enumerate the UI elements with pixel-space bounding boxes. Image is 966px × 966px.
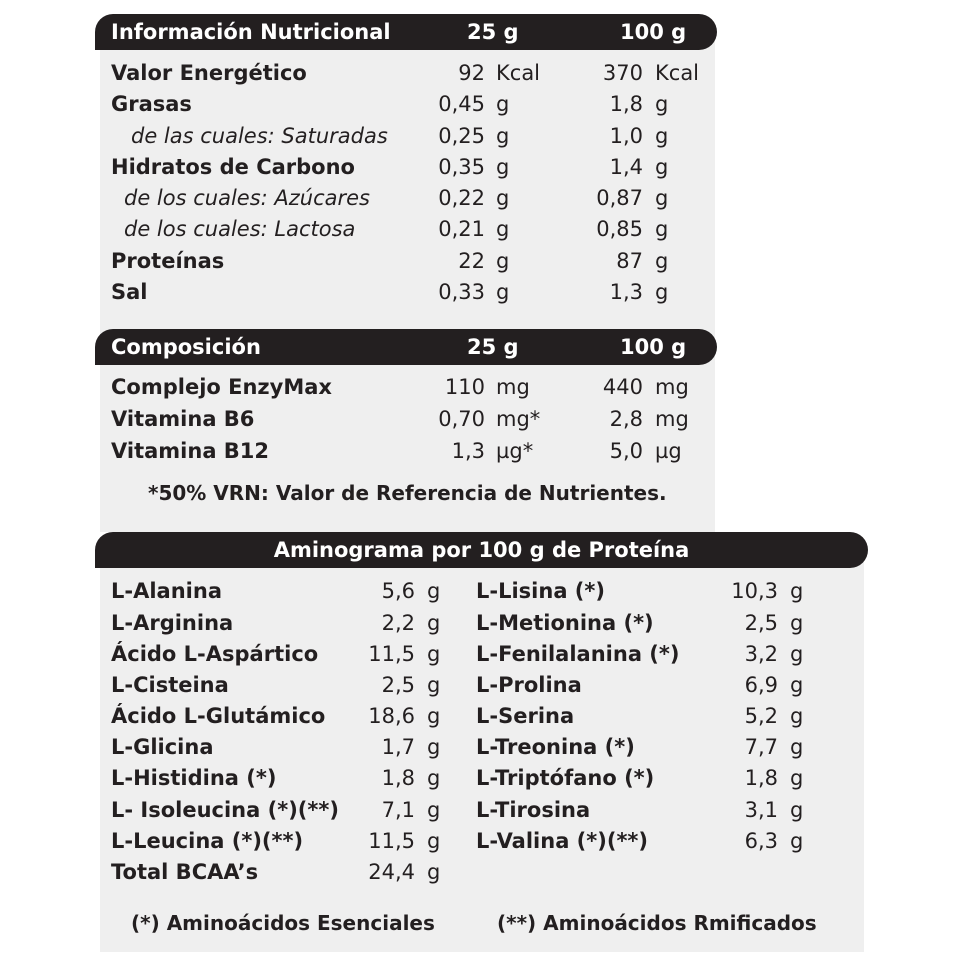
amino-value: 5,2 [744, 704, 778, 728]
amino-name: L-Triptófano (*) [476, 766, 655, 790]
amino-name: L-Arginina [111, 611, 234, 635]
component-value-100g: 5,0 [609, 439, 643, 463]
nutrient-value-100g: 1,3 [609, 280, 643, 304]
amino-name: L-Lisina (*) [476, 579, 605, 603]
vrn-footnote: *50% VRN: Valor de Referencia de Nutrientes. [148, 481, 667, 505]
amino-name: L-Valina (*)(**) [476, 829, 649, 853]
amino-value: 2,2 [381, 611, 415, 635]
table-row [0, 436, 966, 467]
amino-value: 3,1 [744, 798, 778, 822]
component-value-25g: 110 [444, 375, 485, 399]
nutrient-unit-25g: g [496, 92, 510, 116]
nutrient-value-100g: 1,4 [609, 155, 643, 179]
amino-value: 1,7 [381, 735, 415, 759]
amino-unit: g [427, 704, 441, 728]
table-row [0, 121, 966, 152]
amino-name: L-Fenilalanina (*) [476, 642, 680, 666]
nutrient-name: de los cuales: Azúcares [124, 186, 371, 210]
table-row [0, 404, 966, 435]
nutrient-unit-100g: g [655, 217, 669, 241]
amino-unit: g [427, 611, 441, 635]
amino-unit: g [427, 642, 441, 666]
composition-header-bar [95, 329, 717, 365]
amino-unit: g [790, 798, 804, 822]
list-item [0, 826, 860, 857]
component-value-25g: 0,70 [438, 407, 485, 431]
nutrient-name: Proteínas [111, 249, 225, 273]
amino-unit: g [427, 673, 441, 697]
nutrition-header-title: Información Nutricional [111, 20, 391, 44]
nutrient-value-100g: 0,87 [596, 186, 643, 210]
nutrient-value-100g: 370 [602, 61, 643, 85]
amino-value: 18,6 [368, 704, 415, 728]
nutrient-value-25g: 0,33 [438, 280, 485, 304]
table-row [0, 214, 966, 245]
amino-value: 7,1 [381, 798, 415, 822]
aminogram-header-title: Aminograma por 100 g de Proteína [273, 538, 690, 562]
table-row [0, 372, 966, 403]
amino-unit: g [427, 766, 441, 790]
composition-header-col1: 25 g [467, 335, 519, 359]
list-item [0, 763, 860, 794]
component-unit-25g: µg* [496, 439, 534, 463]
branched-amino-note: (**) Aminoácidos Rmificados [497, 911, 817, 935]
table-row [0, 277, 966, 308]
amino-unit: g [427, 798, 441, 822]
nutrient-value-25g: 0,35 [438, 155, 485, 179]
amino-name: L- Isoleucina (*)(**) [111, 798, 339, 822]
amino-value: 5,6 [381, 579, 415, 603]
nutrient-value-25g: 0,25 [438, 124, 485, 148]
list-item [0, 576, 860, 607]
amino-value: 3,2 [744, 642, 778, 666]
amino-value: 1,8 [381, 766, 415, 790]
component-unit-25g: mg* [496, 407, 541, 431]
amino-unit: g [790, 735, 804, 759]
amino-name: Total BCAA’s [111, 860, 259, 884]
amino-name: L-Histidina (*) [111, 766, 277, 790]
nutrient-value-25g: 22 [458, 249, 485, 273]
amino-unit: g [427, 860, 441, 884]
amino-value: 6,3 [744, 829, 778, 853]
amino-value: 24,4 [368, 860, 415, 884]
nutrient-value-100g: 87 [616, 249, 643, 273]
nutrient-name: de los cuales: Lactosa [124, 217, 356, 241]
amino-value: 6,9 [744, 673, 778, 697]
component-name: Complejo EnzyMax [111, 375, 332, 399]
nutrient-unit-100g: g [655, 280, 669, 304]
nutrient-unit-25g: Kcal [496, 61, 541, 85]
amino-name: L-Alanina [111, 579, 222, 603]
component-name: Vitamina B6 [111, 407, 255, 431]
nutrient-value-25g: 0,22 [438, 186, 485, 210]
list-item [0, 857, 460, 888]
amino-name: L-Metionina (*) [476, 611, 654, 635]
nutrient-value-100g: 0,85 [596, 217, 643, 241]
nutrient-value-100g: 1,0 [609, 124, 643, 148]
component-value-100g: 2,8 [609, 407, 643, 431]
list-item [0, 608, 860, 639]
nutrient-name: Valor Energético [111, 61, 307, 85]
component-name: Vitamina B12 [111, 439, 270, 463]
nutrient-value-25g: 92 [458, 61, 485, 85]
amino-value: 11,5 [368, 642, 415, 666]
amino-unit: g [427, 735, 441, 759]
table-row [0, 58, 966, 89]
amino-unit: g [790, 611, 804, 635]
nutrient-name: Hidratos de Carbono [111, 155, 355, 179]
component-value-25g: 1,3 [451, 439, 485, 463]
nutrient-name: Grasas [111, 92, 192, 116]
table-row [0, 183, 966, 214]
component-unit-100g: mg [655, 375, 689, 399]
nutrient-unit-25g: g [496, 217, 510, 241]
nutrient-name: Sal [111, 280, 148, 304]
nutrient-unit-100g: g [655, 124, 669, 148]
amino-name: L-Treonina (*) [476, 735, 635, 759]
list-item [0, 670, 860, 701]
nutrition-header-bar [95, 14, 717, 50]
nutrient-unit-100g: g [655, 92, 669, 116]
table-row [0, 89, 966, 120]
list-item [0, 732, 860, 763]
component-unit-100g: µg [655, 439, 682, 463]
nutrient-unit-25g: g [496, 186, 510, 210]
amino-unit: g [790, 579, 804, 603]
amino-value: 11,5 [368, 829, 415, 853]
amino-unit: g [790, 704, 804, 728]
nutrient-unit-100g: g [655, 155, 669, 179]
amino-name: L-Serina [476, 704, 575, 728]
component-unit-25g: mg [496, 375, 530, 399]
component-value-100g: 440 [602, 375, 643, 399]
composition-header-title: Composición [111, 335, 261, 359]
amino-unit: g [790, 642, 804, 666]
amino-unit: g [790, 829, 804, 853]
nutrition-header-col1: 25 g [467, 20, 519, 44]
amino-name: Ácido L-Glutámico [111, 704, 326, 728]
amino-value: 2,5 [744, 611, 778, 635]
amino-name: L-Cisteina [111, 673, 229, 697]
amino-unit: g [427, 829, 441, 853]
composition-header-col2: 100 g [620, 335, 687, 359]
amino-unit: g [790, 766, 804, 790]
list-item [0, 795, 860, 826]
aminogram-header-bar [95, 532, 868, 568]
nutrient-unit-100g: g [655, 249, 669, 273]
amino-unit: g [427, 579, 441, 603]
amino-unit: g [790, 673, 804, 697]
amino-name: L-Tirosina [476, 798, 591, 822]
nutrient-unit-25g: g [496, 280, 510, 304]
nutrient-value-25g: 0,45 [438, 92, 485, 116]
essential-amino-note: (*) Aminoácidos Esenciales [131, 911, 435, 935]
amino-value: 10,3 [731, 579, 778, 603]
nutrient-value-25g: 0,21 [438, 217, 485, 241]
nutrient-unit-25g: g [496, 249, 510, 273]
amino-name: L-Leucina (*)(**) [111, 829, 304, 853]
amino-value: 1,8 [744, 766, 778, 790]
amino-name: L-Glicina [111, 735, 214, 759]
amino-value: 7,7 [744, 735, 778, 759]
nutrition-header-col2: 100 g [620, 20, 687, 44]
nutrient-unit-25g: g [496, 155, 510, 179]
amino-name: L-Prolina [476, 673, 582, 697]
component-unit-100g: mg [655, 407, 689, 431]
table-row [0, 246, 966, 277]
nutrient-name: de las cuales: Saturadas [131, 124, 388, 148]
nutrient-unit-100g: Kcal [655, 61, 700, 85]
table-row [0, 152, 966, 183]
nutrient-unit-100g: g [655, 186, 669, 210]
nutrient-unit-25g: g [496, 124, 510, 148]
list-item [0, 701, 860, 732]
list-item [0, 639, 860, 670]
amino-value: 2,5 [381, 673, 415, 697]
amino-name: Ácido L-Aspártico [111, 642, 319, 666]
nutrient-value-100g: 1,8 [609, 92, 643, 116]
